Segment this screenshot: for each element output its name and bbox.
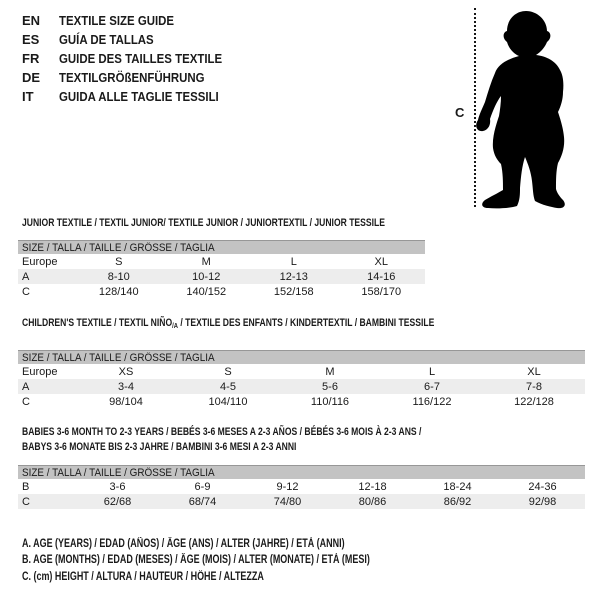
table-cell: 152/158 <box>273 285 314 298</box>
table-cell: 6-9 <box>194 480 211 493</box>
table-cell: 24-36 <box>528 480 557 493</box>
row-label: Europe <box>22 255 58 268</box>
table-cell: S <box>224 365 232 378</box>
language-row-de <box>22 68 244 87</box>
guide-title-it: GUIDA ALLE TAGLIE TESSILI <box>59 89 219 104</box>
legend-line-a: A. AGE (YEARS) / EDAD (AÑOS) / ÂGE (ANS) / ALTER (JAHRE) / ETÀ (ANNI) <box>22 538 345 550</box>
row-label: B <box>22 480 30 493</box>
table-cell: 10-12 <box>192 270 221 283</box>
table-cell: 110/116 <box>310 395 350 408</box>
row-label: A <box>22 380 30 393</box>
guide-title-es: GUÍA DE TALLAS <box>59 32 154 47</box>
babies-size-table <box>18 465 585 509</box>
table-cell: 98/104 <box>109 395 143 408</box>
table-cell: 128/140 <box>98 285 139 298</box>
language-code: EN <box>22 13 41 28</box>
size-header-text: SIZE / TALLA / TAILLE / GRÖSSE / TAGLIA <box>22 466 215 479</box>
table-cell: 5-6 <box>322 380 338 393</box>
table-cell: 3-4 <box>118 380 134 393</box>
row-label: C <box>22 395 30 408</box>
table-cell: 62/68 <box>103 495 132 508</box>
size-header-text: SIZE / TALLA / TAILLE / GRÖSSE / TAGLIA <box>22 241 215 254</box>
table-cell: 104/110 <box>208 395 248 408</box>
row-label: C <box>22 495 30 508</box>
table-row <box>18 494 585 509</box>
table-cell: 74/80 <box>273 495 302 508</box>
row-label: A <box>22 270 30 283</box>
babies-title-line1: BABIES 3-6 MONTH TO 2-3 YEARS / BEBÉS 3-6 MESES A 2-3 AÑOS / BÉBÉS 3-6 MOIS À 2-3 ANS / <box>22 426 422 438</box>
table-cell: XL <box>374 255 388 268</box>
table-cell: 9-12 <box>276 480 299 493</box>
language-code: FR <box>22 51 40 66</box>
table-row <box>18 269 425 284</box>
guide-title-en: TEXTILE SIZE GUIDE <box>59 13 175 28</box>
table-cell: M <box>325 365 335 378</box>
table-row <box>18 394 585 409</box>
junior-size-table <box>18 240 425 299</box>
babies-title-line2: BABYS 3-6 MONATE BIS 2-3 JAHRE / BAMBINI 3-6 MESI A 2-3 ANNI <box>22 441 297 453</box>
table-rows <box>18 254 425 299</box>
language-row-it <box>22 87 244 106</box>
children-title-part1: CHILDREN'S TEXTILE / TEXTIL NIÑO <box>22 317 173 329</box>
language-row-es <box>22 30 244 49</box>
size-header-text: SIZE / TALLA / TAILLE / GRÖSSE / TAGLIA <box>22 351 215 364</box>
table-row <box>18 379 585 394</box>
language-code: IT <box>22 89 34 104</box>
table-row <box>18 254 425 269</box>
size-header-bar <box>18 240 425 254</box>
language-code: ES <box>22 32 40 47</box>
table-cell: 7-8 <box>526 380 542 393</box>
table-cell: 3-6 <box>109 480 126 493</box>
table-cell: XL <box>527 365 541 378</box>
children-table-title <box>22 316 434 333</box>
table-cell: 4-5 <box>220 380 236 393</box>
table-cell: 116/122 <box>412 395 452 408</box>
table-rows <box>18 364 585 409</box>
table-rows <box>18 479 585 509</box>
children-title-part2: / TEXTILE DES ENFANTS / KINDERTEXTIL / BAMBINI TESSILE <box>177 317 435 329</box>
junior-table-title: JUNIOR TEXTILE / TEXTIL JUNIOR/ TEXTILE JUNIOR / JUNIORTEXTIL / JUNIOR TESSILE <box>22 217 385 229</box>
children-size-table <box>18 350 585 409</box>
size-header-bar <box>18 465 585 479</box>
table-row <box>18 284 425 299</box>
table-cell: 14-16 <box>367 270 396 283</box>
table-row <box>18 364 585 379</box>
table-cell: 12-13 <box>279 270 308 283</box>
legend-line-b: B. AGE (MONTHS) / EDAD (MESES) / ÂGE (MOIS) / ALTER (MONATE) / ETÀ (MESI) <box>22 554 370 567</box>
table-cell: 92/98 <box>528 495 557 508</box>
table-cell: XS <box>118 365 134 378</box>
table-cell: L <box>290 255 297 268</box>
table-cell: 80/86 <box>358 495 387 508</box>
table-cell: L <box>428 365 436 378</box>
table-cell: 122/128 <box>514 395 554 408</box>
row-label: C <box>22 285 30 298</box>
language-code: DE <box>22 70 41 85</box>
children-title-subscript: /A <box>172 321 178 330</box>
table-cell: S <box>115 255 123 268</box>
language-row-en <box>22 11 244 30</box>
language-row-fr <box>22 49 244 68</box>
table-cell: 12-18 <box>358 480 387 493</box>
language-list <box>22 11 244 106</box>
table-cell: 140/152 <box>186 285 227 298</box>
table-cell: 6-7 <box>424 380 440 393</box>
baby-silhouette-icon <box>470 0 600 215</box>
height-measure-label: C <box>455 105 465 120</box>
guide-title-de: TEXTILGRÖßENFÜHRUNG <box>59 70 205 85</box>
legend-line-c: C. (cm) HEIGHT / ALTURA / HAUTEUR / HÖHE / ALTEZZA <box>22 570 264 583</box>
table-cell: 158/170 <box>361 285 402 298</box>
table-cell: 68/74 <box>188 495 217 508</box>
size-header-bar <box>18 350 585 364</box>
table-cell: 8-10 <box>107 270 130 283</box>
table-cell: M <box>201 255 211 268</box>
babies-table-title <box>22 425 421 455</box>
table-row <box>18 479 585 494</box>
measurement-legend <box>22 536 468 585</box>
row-label: Europe <box>22 365 58 378</box>
table-cell: 86/92 <box>443 495 472 508</box>
guide-title-fr: GUIDE DES TAILLES TEXTILE <box>59 51 223 66</box>
table-cell: 18-24 <box>443 480 472 493</box>
